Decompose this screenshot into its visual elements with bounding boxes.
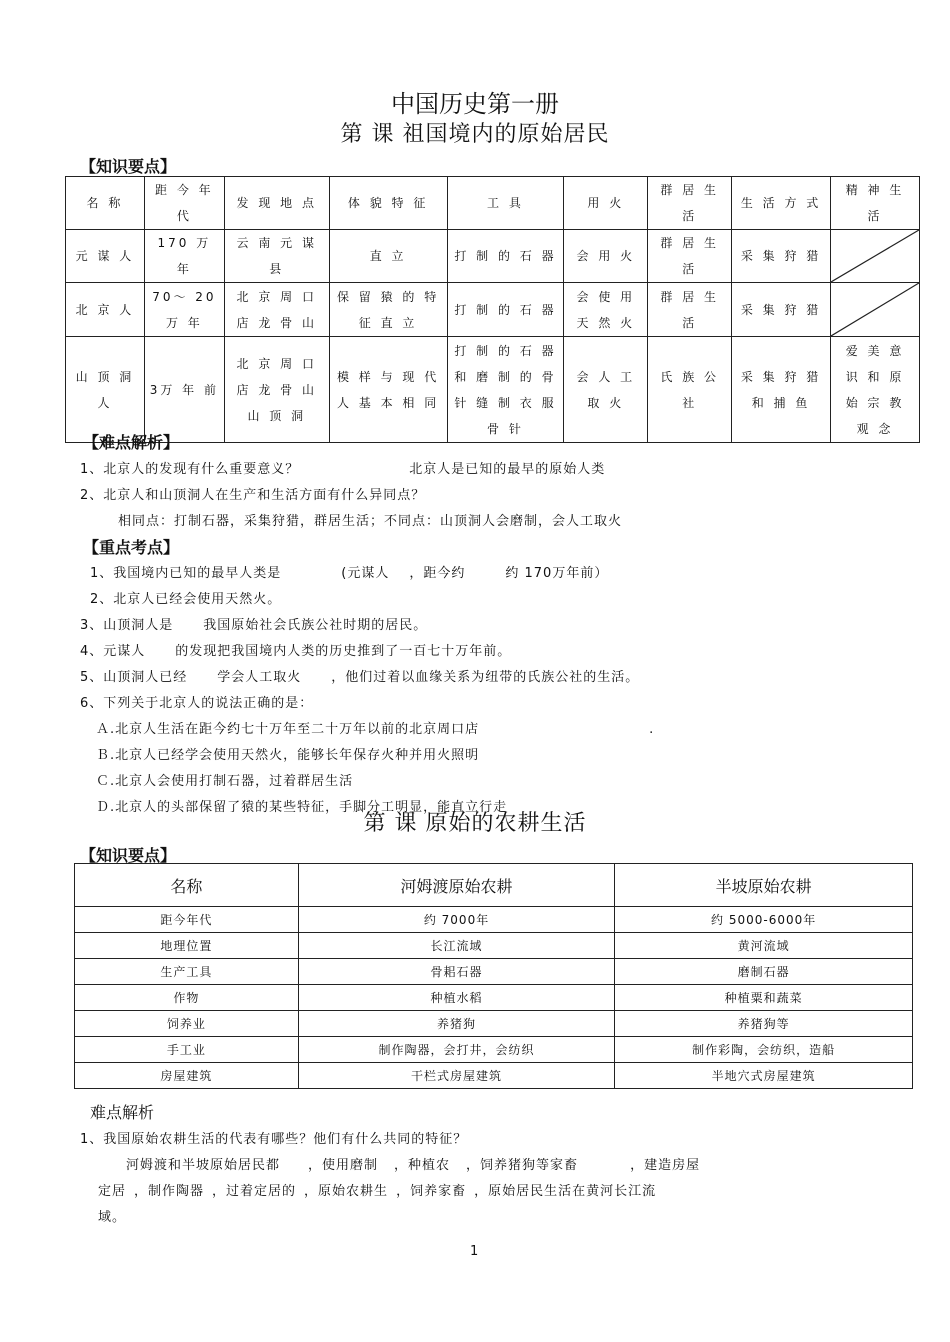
t2-cell: 黄河流域 <box>615 933 913 959</box>
t2-cell: 半地穴式房屋建筑 <box>615 1063 913 1089</box>
lesson2-title: 第 课 原始的农耕生活 <box>363 811 587 836</box>
difficult-line: 域。 <box>98 1210 127 1225</box>
t1-cell: 直 立 <box>329 230 447 283</box>
t2-header: 半坡原始农耕 <box>615 864 913 907</box>
key-line: 1、我国境内已知的最早人类是 (元谋人 ，距今约 约 170万年前） <box>90 566 609 581</box>
lesson1-key-heading: 【重点考点】 <box>83 538 180 557</box>
t1-cell: 采 集 狩 猎 <box>732 230 831 283</box>
t1-header: 群 居 生 活 <box>648 177 732 230</box>
t1-header: 发 现 地 点 <box>224 177 329 230</box>
t1-cell: 群 居 生 活 <box>648 230 732 283</box>
table-row <box>75 907 913 933</box>
lesson2-knowledge-heading: 【知识要点】 <box>80 846 177 865</box>
t1-cell: 采 集 狩 猎 和 捕 鱼 <box>732 337 831 443</box>
lesson1-knowledge-table <box>65 176 920 443</box>
t1-cell: 北 京 周 口 店 龙 骨 山 <box>224 283 329 337</box>
t1-cell: 打 制 的 石 器 <box>447 230 564 283</box>
t2-cell: 生产工具 <box>75 959 299 985</box>
key-option-c: Ｃ.北京人会使用打制石器，过着群居生活 <box>96 774 354 789</box>
t1-cell: 打 制 的 石 器 <box>447 283 564 337</box>
t2-cell: 房屋建筑 <box>75 1063 299 1089</box>
lesson1-knowledge-heading: 【知识要点】 <box>80 157 177 176</box>
key-option-b: Ｂ.北京人已经学会使用天然火，能够长年保存火种并用火照明 <box>96 748 480 763</box>
t2-cell: 距今年代 <box>75 907 299 933</box>
difficult-line: 定居 ，制作陶器 ，过着定居的 ，原始农耕生 ，饲养家畜 ，原始居民生活在黄河长江流 <box>98 1184 657 1199</box>
t1-header: 精 神 生 活 <box>831 177 920 230</box>
t1-header: 距 今 年 代 <box>144 177 224 230</box>
t1-cell: 会 人 工 取 火 <box>564 337 648 443</box>
t1-cell: 保 留 猿 的 特 征 直 立 <box>329 283 447 337</box>
table-row <box>66 230 920 283</box>
t1-cell: 北 京 人 <box>66 283 145 337</box>
t2-cell: 约 7000年 <box>298 907 615 933</box>
difficult-line: 1、我国原始农耕生活的代表有哪些？他们有什么共同的特征？ <box>80 1132 468 1147</box>
table-row <box>75 1011 913 1037</box>
lesson2-difficult-heading: 难点解析 <box>90 1103 155 1122</box>
t1-cell: 元 谋 人 <box>66 230 145 283</box>
difficult-line: 1、北京人的发现有什么重要意义？ 北京人是已知的最早的原始人类 <box>80 462 606 477</box>
key-line: 6、下列关于北京人的说法正确的是： <box>80 696 314 711</box>
table-row <box>66 283 920 337</box>
t2-cell: 种植粟和蔬菜 <box>615 985 913 1011</box>
t2-cell: 磨制石器 <box>615 959 913 985</box>
key-line: 4、元谋人 的发现把我国境内人类的历史推到了一百七十万年前。 <box>80 644 512 659</box>
t2-cell: 制作陶器，会打井，会纺织 <box>298 1037 615 1063</box>
key-option-a: Ａ.北京人生活在距今约七十万年至二十万年以前的北京周口店 . <box>96 722 655 737</box>
t2-cell: 养猪狗 <box>298 1011 615 1037</box>
t1-header: 生 活 方 式 <box>732 177 831 230</box>
t1-header: 体 貌 特 征 <box>329 177 447 230</box>
t2-header: 河姆渡原始农耕 <box>298 864 615 907</box>
lesson1-difficult-heading: 【难点解析】 <box>83 433 180 452</box>
t1-header: 名 称 <box>66 177 145 230</box>
table-row <box>75 959 913 985</box>
table-row <box>75 933 913 959</box>
t1-cell: 模 样 与 现 代 人 基 本 相 同 <box>329 337 447 443</box>
t1-cell: 群 居 生 活 <box>648 283 732 337</box>
t2-header: 名称 <box>75 864 299 907</box>
t1-header: 用 火 <box>564 177 648 230</box>
t2-cell: 干栏式房屋建筑 <box>298 1063 615 1089</box>
t2-cell: 骨耜石器 <box>298 959 615 985</box>
lesson2-knowledge-table <box>74 863 913 1089</box>
t1-empty-diagonal-cell <box>831 283 920 337</box>
t1-cell: 云 南 元 谋 县 <box>224 230 329 283</box>
t2-cell: 养猪狗等 <box>615 1011 913 1037</box>
key-line: 2、北京人已经会使用天然火。 <box>90 592 282 607</box>
key-line: 5、山顶洞人已经 学会人工取火 ，他们过着以血缘关系为纽带的氏族公社的生活。 <box>80 670 640 685</box>
t2-cell: 约 5000-6000年 <box>615 907 913 933</box>
t1-cell: 会 使 用 天 然 火 <box>564 283 648 337</box>
table-row <box>75 985 913 1011</box>
t1-cell: 70～ 20万 年 <box>144 283 224 337</box>
t1-cell: 170 万 年 <box>144 230 224 283</box>
table-row <box>75 1037 913 1063</box>
t1-cell: 采 集 狩 猎 <box>732 283 831 337</box>
t2-cell: 饲养业 <box>75 1011 299 1037</box>
difficult-line: 2、北京人和山顶洞人在生产和生活方面有什么异同点？ <box>80 488 426 503</box>
t2-cell: 作物 <box>75 985 299 1011</box>
t2-cell: 种植水稻 <box>298 985 615 1011</box>
t2-cell: 制作彩陶，会纺织，造船 <box>615 1037 913 1063</box>
difficult-line: 河姆渡和半坡原始居民都 ，使用磨制 ，种植农 ，饲养猪狗等家畜 ，建造房屋 <box>126 1158 701 1173</box>
doc-title: 中国历史第一册 <box>391 90 559 118</box>
t1-cell: 打 制 的 石 器 和 磨 制 的 骨 针 缝 制 衣 服 骨 针 <box>447 337 564 443</box>
t2-cell: 手工业 <box>75 1037 299 1063</box>
t1-header: 工 具 <box>447 177 564 230</box>
t2-cell: 地理位置 <box>75 933 299 959</box>
t2-cell: 长江流域 <box>298 933 615 959</box>
t1-cell: 氏 族 公 社 <box>648 337 732 443</box>
page-number: 1 <box>470 1244 479 1259</box>
t1-cell: 3万 年 前 <box>144 337 224 443</box>
table-row <box>75 1063 913 1089</box>
t1-cell: 北 京 周 口 店 龙 骨 山 山 顶 洞 <box>224 337 329 443</box>
difficult-line: 相同点：打制石器，采集狩猎，群居生活；不同点：山顶洞人会磨制，会人工取火 <box>118 514 623 529</box>
key-line: 3、山顶洞人是 我国原始社会氏族公社时期的居民。 <box>80 618 428 633</box>
t1-cell: 会 用 火 <box>564 230 648 283</box>
lesson1-title: 第 课 祖国境内的原始居民 <box>340 122 610 147</box>
key-option-d: Ｄ.北京人的头部保留了猿的某些特征，手脚分工明显，能直立行走 <box>96 800 508 815</box>
table-row <box>66 337 920 443</box>
t1-cell: 山 顶 洞 人 <box>66 337 145 443</box>
t1-cell: 爱 美 意 识 和 原 始 宗 教 观 念 <box>831 337 920 443</box>
t1-empty-diagonal-cell <box>831 230 920 283</box>
